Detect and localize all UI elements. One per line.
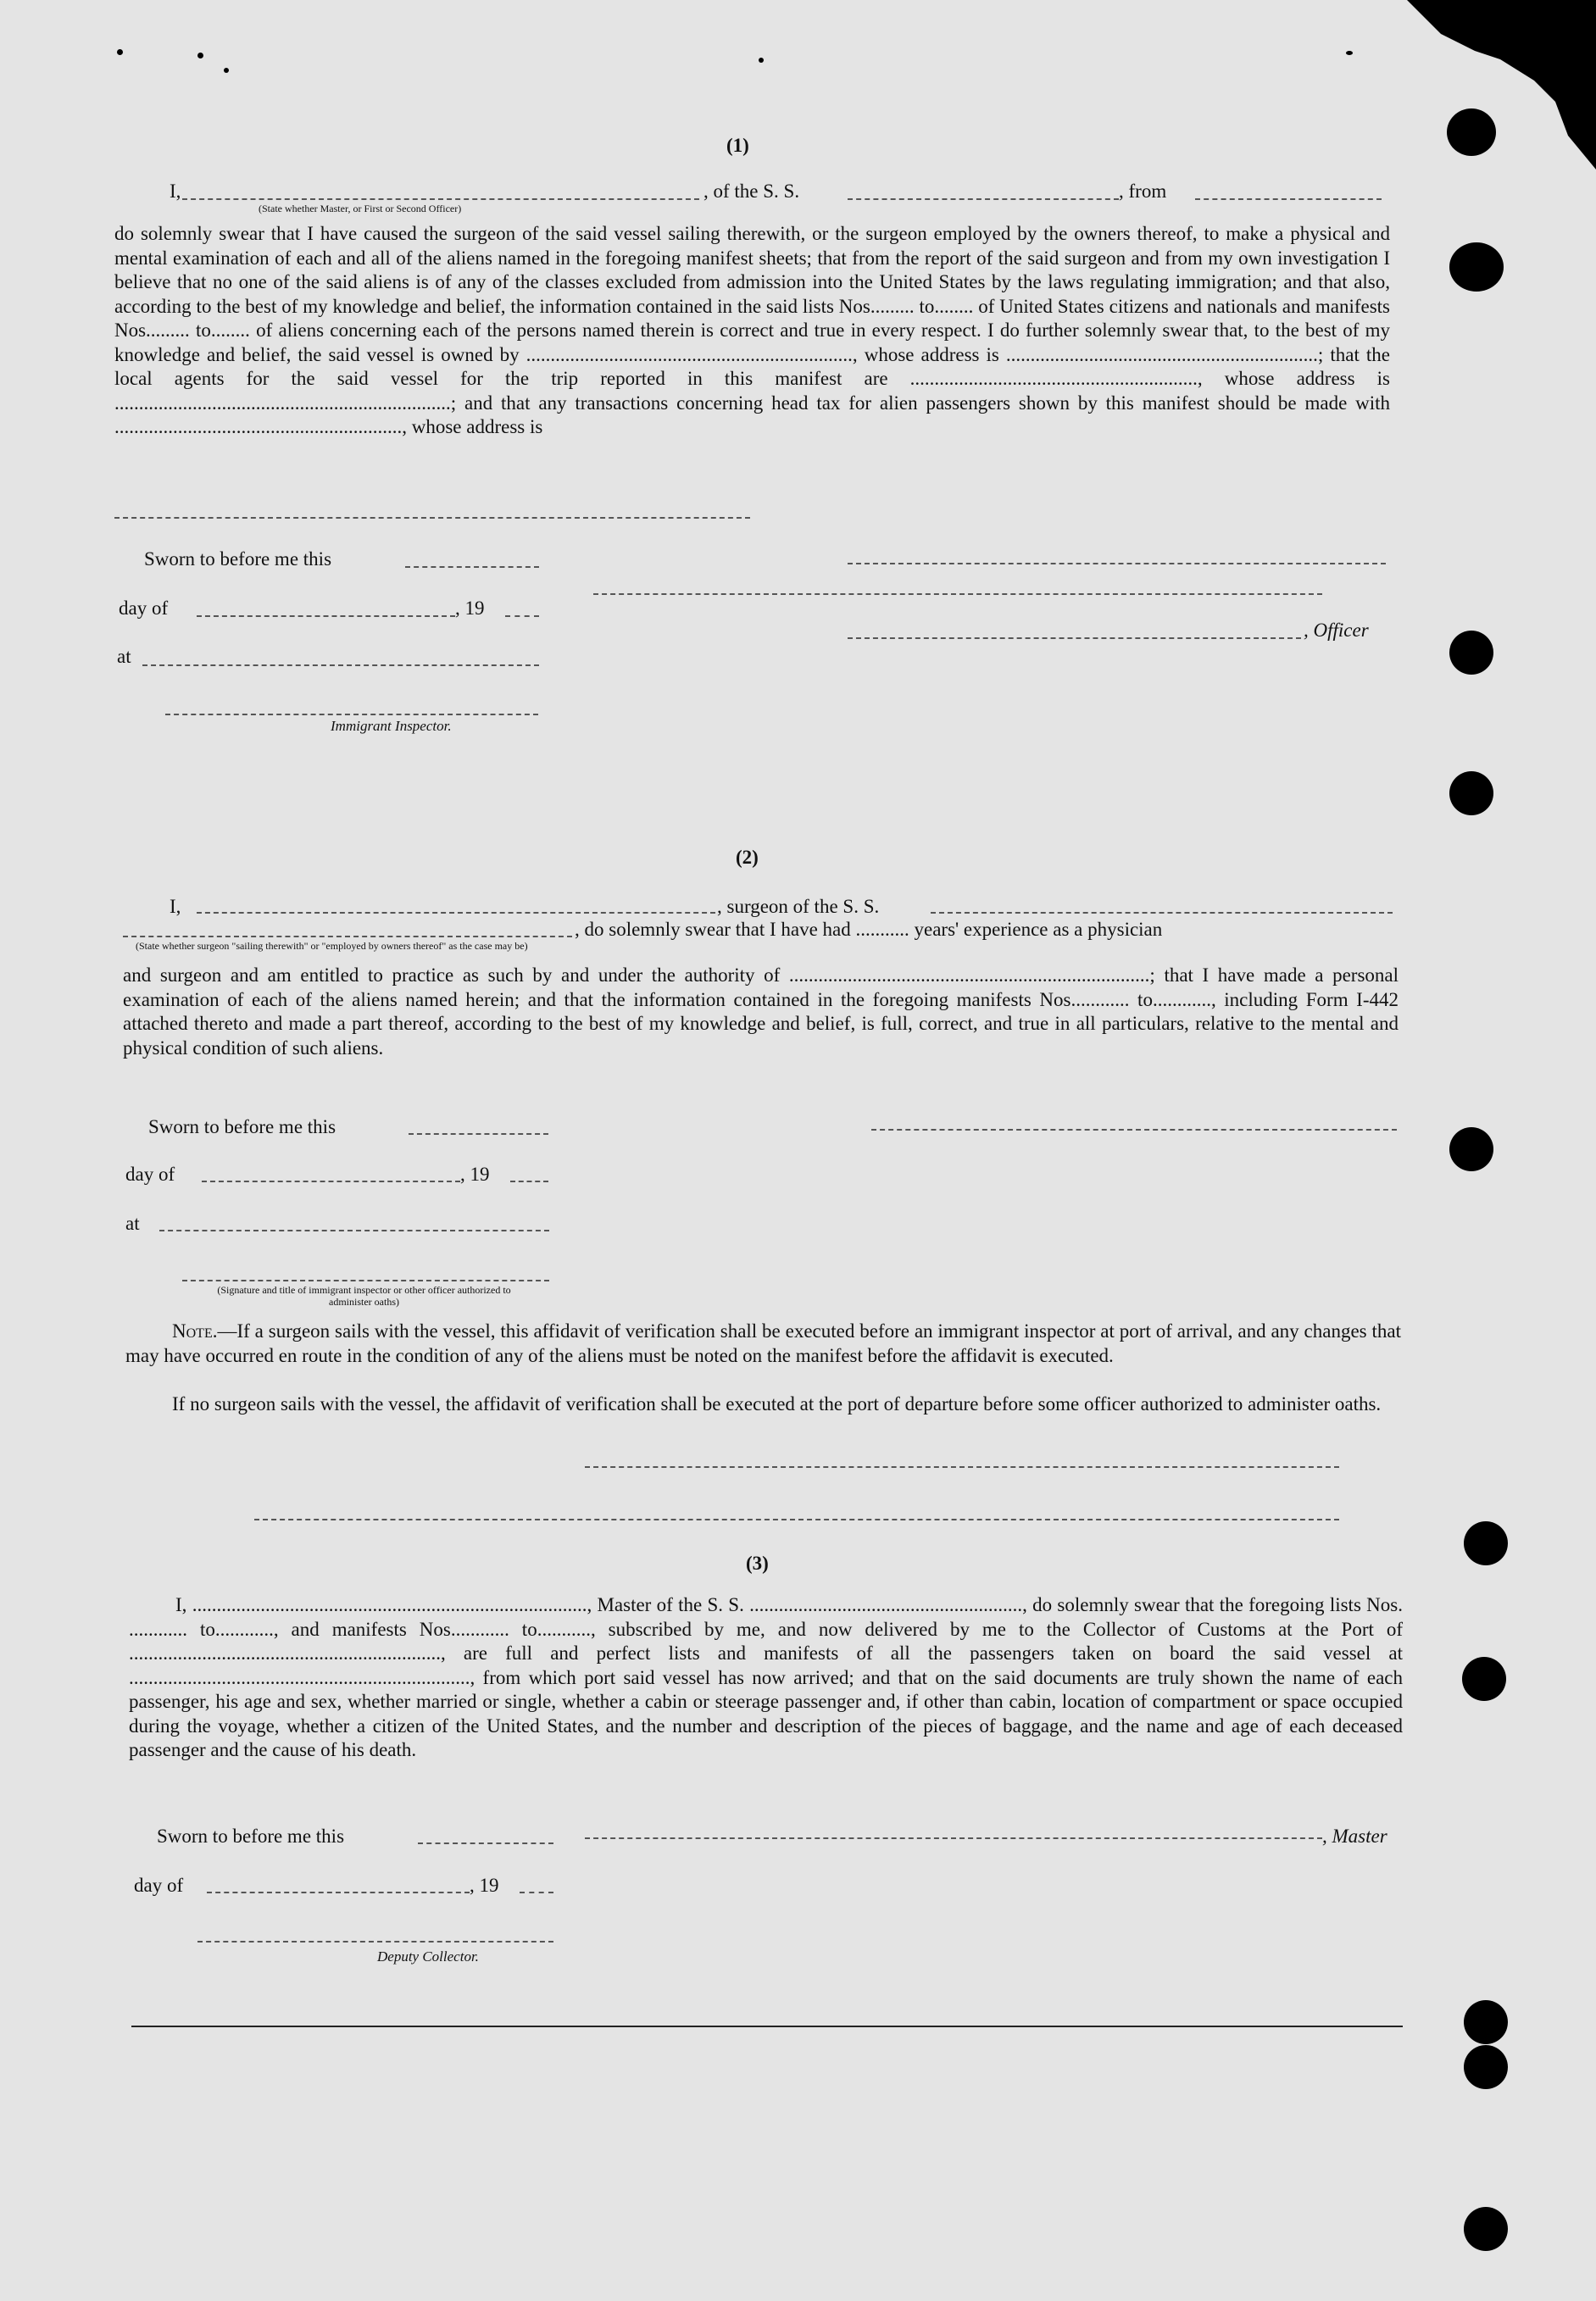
note-text: —If a surgeon sails with the vessel, this affidavit of verification shall be executed before an immigrant inspector at port of arrival, and any changes that may have occurred en route in the condition of any of the aliens must be noted on the manifest before the affidavit is executed.: [125, 1320, 1401, 1366]
field-line: [165, 714, 538, 715]
day-of-label: day of: [134, 1875, 184, 1896]
year-label: , 19: [455, 597, 485, 619]
field-line: [405, 566, 539, 568]
section-number: (3): [746, 1553, 769, 1574]
speck: [759, 58, 764, 63]
surgeon-note: (State whether surgeon "sailing therewith" or "employed by owners thereof" as the case may be): [136, 940, 528, 952]
at-label: at: [117, 646, 131, 667]
field-line: [197, 615, 455, 617]
field-line: [520, 1892, 553, 1893]
section3-body: I, ................................................................................., Master of the S. S. ........................................................, do solemnly swear that the foregoing lists Nos. ............ to............, and manifests Nos............ to..........., subscribed by me, and now delivered by me to the Collector of Customs at the Port of ................................................................, are full and perfect lists and manifests of all the passengers taken on board the said vessel at ......................................................................, from which port said vessel has now arrived; and that on the said documents are truly shown the name of each passenger, his age and sex, whether married or single, whether a cabin or steerage passenger and, if other than cabin, location of compartment or space occupied during the voyage, whether a citizen of the United States, and the number and description of the pieces of baggage, and the name and age of each deceased passenger and the cause of his death.: [129, 1594, 1403, 1760]
speck: [1346, 51, 1353, 55]
field-line: [114, 517, 750, 519]
field-line: [182, 1280, 549, 1281]
field-line: [593, 593, 1322, 595]
field-line: [585, 1466, 1339, 1468]
binding-hole: [1464, 2000, 1508, 2044]
note-label: Note.: [172, 1320, 218, 1342]
field-line: [931, 912, 1393, 914]
field-line: [409, 1133, 548, 1135]
field-line: [418, 1842, 553, 1844]
bottom-rule: [131, 2026, 1403, 2027]
section2-note: [125, 1320, 1401, 1368]
from-label: , from: [1119, 181, 1167, 202]
field-line: [505, 615, 539, 617]
section2-body: and surgeon and am entitled to practice as such by and under the authority of ..........................................................................; that I have made a personal examination of each of the aliens named herein; and that the information contained in the foregoing manifests Nos............ to............, including Form I-442 attached thereto and made a part thereof, according to the best of my knowledge and belief, is full, correct, and true in all particulars, relative to the mental and physical condition of such aliens.: [123, 964, 1399, 1059]
day-of-label: day of: [125, 1164, 175, 1185]
field-line: [197, 912, 715, 914]
binding-hole: [1464, 2045, 1508, 2089]
field-line: [848, 198, 1119, 200]
rank-note: (State whether Master, or First or Second Officer): [259, 203, 462, 214]
collector-label: Deputy Collector.: [377, 1948, 479, 1965]
officer-label: , Officer: [1304, 620, 1369, 641]
speck: [224, 68, 229, 73]
master-label: , Master: [1322, 1826, 1387, 1847]
torn-corner: [1373, 0, 1596, 170]
section-number: (2): [736, 847, 759, 868]
field-line: [182, 198, 699, 200]
binding-hole: [1449, 631, 1493, 675]
year-label: , 19: [470, 1875, 499, 1896]
field-line: [202, 1181, 460, 1182]
field-line: [254, 1519, 1339, 1520]
inspector-label: Immigrant Inspector.: [331, 718, 452, 734]
field-line: [142, 664, 539, 666]
field-line: [848, 563, 1386, 564]
binding-hole: [1464, 1521, 1508, 1565]
of-ss-label: , of the S. S.: [703, 181, 800, 202]
field-line: [585, 1837, 1322, 1839]
sworn-label: Sworn to before me this: [144, 548, 332, 570]
field-line: [197, 1941, 553, 1943]
binding-hole: [1464, 2207, 1508, 2251]
experience-clause: , do solemnly swear that I have had ........... years' experience as a physician: [575, 919, 1163, 940]
field-line: [207, 1892, 470, 1893]
pronoun: I,: [170, 181, 181, 202]
section-number: (1): [726, 135, 749, 156]
field-line: [159, 1230, 549, 1231]
speck: [117, 49, 123, 55]
field-line: [123, 936, 572, 937]
field-line: [1195, 198, 1382, 200]
field-line: [871, 1129, 1397, 1131]
section1-body: do solemnly swear that I have caused the surgeon of the said vessel sailing therewith, or the surgeon employed by the owners thereof, to make a physical and mental examination of each and all of the aliens named in the foregoing manifest sheets; that from the report of the said surgeon and from my own investigation I believe that no one of the said aliens is of any of the classes excluded from admission into the United States by the laws regulating immigration; and that also, according to the best of my knowledge and belief, the information contained in the said lists Nos......... to........ of United States citizens and nationals and manifests Nos......... to........ of aliens concerning each of the persons named therein is correct and true in every respect. I do further solemnly swear that, to the best of my knowledge and belief, the said vessel is owned by ..................................................................., whose address is ................................................................; that the local agents for the said vessel for the trip reported in this manifest are ..........................................................., whose address is .....................................................................; and that any transactions concerning head tax for alien passengers shown by this manifest should be made with ..........................................................., whose address is: [114, 223, 1390, 437]
binding-hole: [1449, 242, 1504, 292]
field-line: [848, 637, 1301, 639]
field-line: [510, 1181, 548, 1182]
surgeon-of-label: , surgeon of the S. S.: [717, 896, 880, 917]
day-of-label: day of: [119, 597, 169, 619]
binding-hole: [1449, 771, 1493, 815]
section2-note2: If no surgeon sails with the vessel, the affidavit of verification shall be executed at the port of departure before some officer authorized to administer oaths.: [172, 1393, 1382, 1415]
signature-note: (Signature and title of immigrant inspector or other officer authorized to administer oaths): [217, 1284, 511, 1308]
at-label: at: [125, 1213, 140, 1234]
year-label: , 19: [460, 1164, 490, 1185]
sworn-label: Sworn to before me this: [148, 1116, 336, 1137]
binding-hole: [1449, 1127, 1493, 1171]
sworn-label: Sworn to before me this: [157, 1826, 345, 1847]
binding-hole: [1462, 1657, 1506, 1701]
pronoun: I,: [170, 896, 181, 917]
speck: [197, 53, 203, 58]
